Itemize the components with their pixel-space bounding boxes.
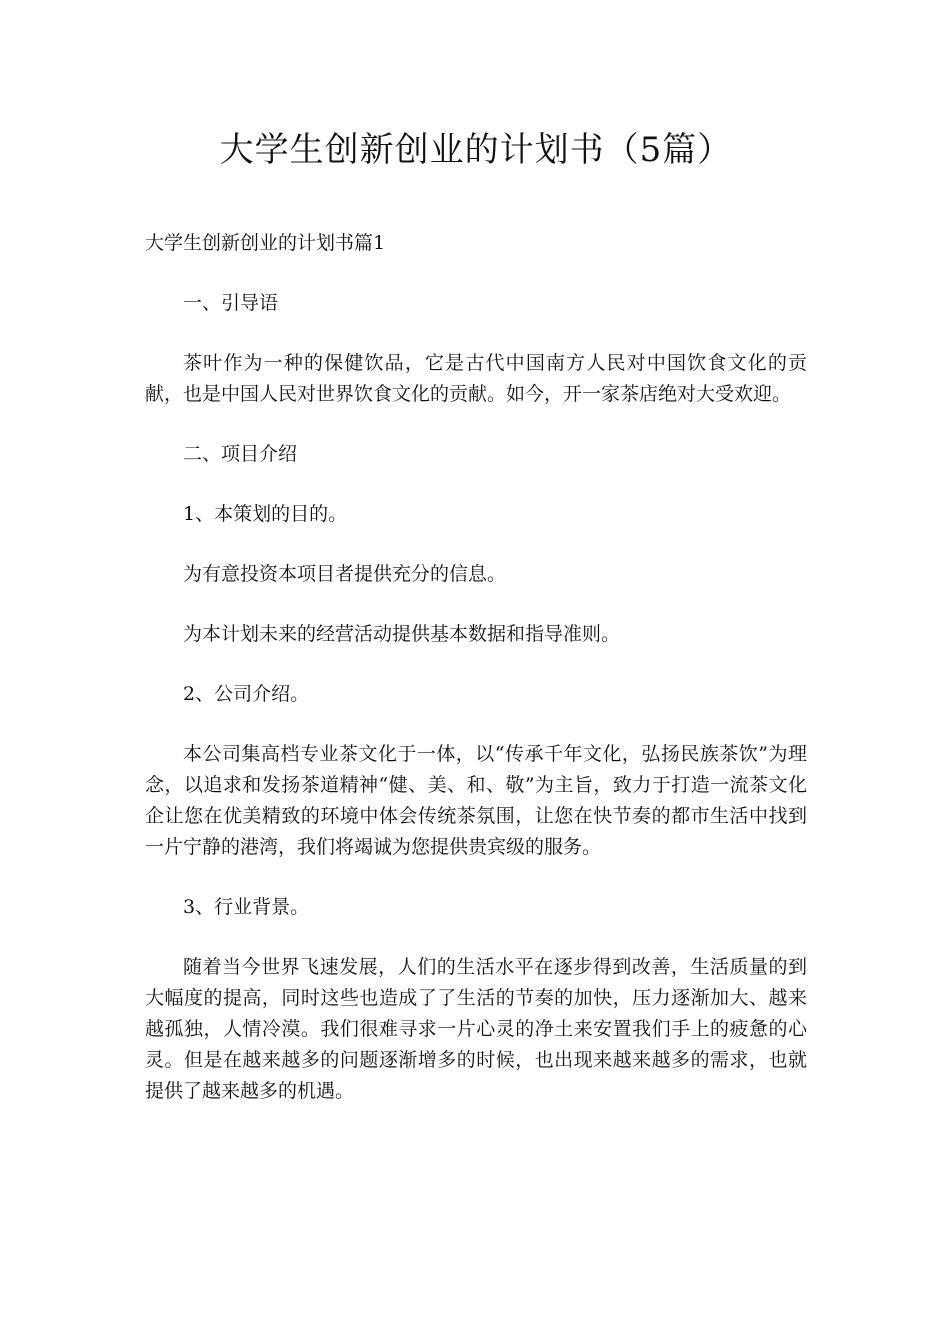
paragraph-industry-background: 随着当今世界飞速发展，人们的生活水平在逐步得到改善，生活质量的到大幅度的提高，同时这些也造成了了生活的节奏的加快，压力逐渐加大、越来越孤独，人情冷漠。我们很难寻求一片心灵的净土来安置我们手上的疲惫的心灵。但是在越来越多的问题逐渐增多的时候，也出现来越来越多的需求，也就提供了越来越多的机遇。 (145, 956, 807, 1102)
paragraph-purpose-1: 为有意投资本项目者提供充分的信息。 (183, 563, 507, 585)
subheading-company: 2、公司介绍。 (183, 683, 310, 705)
paragraph-purpose-2: 为本计划未来的经营活动提供基本数据和指导准则。 (183, 623, 621, 645)
document-title: 大学生创新创业的计划书（5篇） (219, 130, 733, 170)
paragraph-company: 本公司集高档专业茶文化于一体，以“传承千年文化，弘扬民族茶饮”为理念，以追求和发扬茶道精神“健、美、和、敬”为主旨，致力于打造一流茶文化企让您在优美精致的环境中体会传统茶氛围，让您在快节奏的都市生活中找到一片宁静的港湾，我们将竭诚为您提供贵宾级的服务。 (145, 743, 807, 858)
section-heading: 大学生创新创业的计划书篇1 (145, 232, 386, 254)
paragraph-intro-text: 茶叶作为一种的保健饮品，它是古代中国南方人民对中国饮食文化的贡献，也是中国人民对世界饮食文化的贡献。如今，开一家茶店绝对大受欢迎。 (145, 352, 807, 405)
subheading-purpose: 1、本策划的目的。 (183, 503, 348, 525)
document-body (145, 228, 807, 1107)
heading-intro: 一、引导语 (183, 292, 279, 314)
heading-project-introduction: 二、项目介绍 (183, 443, 298, 465)
subheading-industry-background: 3、行业背景。 (183, 896, 310, 918)
